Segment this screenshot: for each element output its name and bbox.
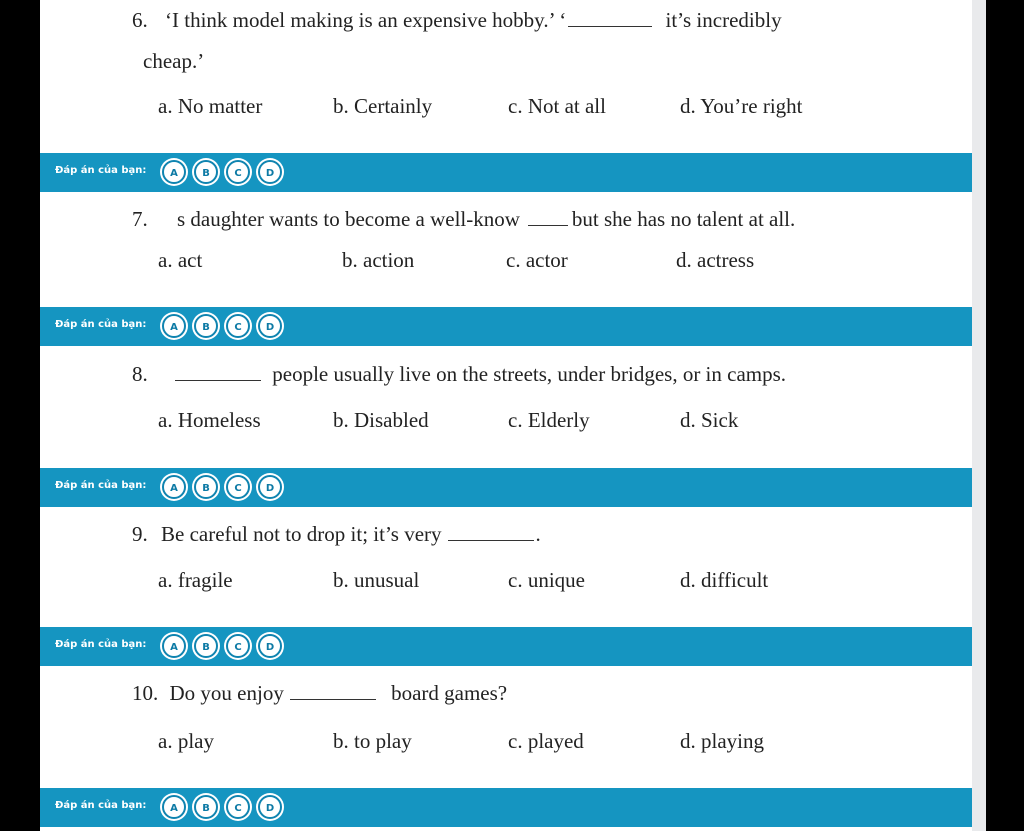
choice-d-button[interactable]: D [258, 795, 282, 819]
answer-blank [568, 25, 652, 27]
question-10 [132, 681, 507, 706]
answer-label: Đáp án của bạn: [55, 319, 147, 330]
option-d: d. playing [680, 729, 764, 753]
option-c: c. actor [506, 248, 568, 272]
question-text-after: people usually live on the streets, under bridges, or in camps. [272, 362, 787, 386]
choice-c-button[interactable]: C [226, 475, 250, 499]
option-b: b. Certainly [333, 94, 433, 118]
choice-c-button[interactable]: C [226, 314, 250, 338]
choice-d-button[interactable]: D [258, 314, 282, 338]
option-d: d. You’re right [680, 94, 803, 118]
choice-b-button[interactable]: B [194, 314, 218, 338]
question-number: 7. [132, 207, 148, 231]
option-d: d. Sick [680, 408, 739, 432]
question-8 [132, 362, 786, 387]
answer-bar-6 [40, 153, 972, 192]
question-text-before: Do you enjoy [169, 681, 284, 705]
option-d: d. actress [676, 248, 755, 272]
question-7 [132, 207, 795, 232]
answer-label: Đáp án của bạn: [55, 800, 147, 811]
choice-b-button[interactable]: B [194, 795, 218, 819]
option-c: c. Elderly [508, 408, 590, 432]
option-a: a. No matter [158, 94, 263, 118]
answer-label: Đáp án của bạn: [55, 165, 147, 176]
question-number: 8. [132, 362, 148, 386]
choice-a-button[interactable]: A [162, 160, 186, 184]
choice-c-button[interactable]: C [226, 160, 250, 184]
choice-c-button[interactable]: C [226, 795, 250, 819]
answer-blank [448, 539, 534, 541]
answer-bar-9 [40, 627, 972, 666]
question-number: 9. [132, 522, 148, 546]
option-c: c. played [508, 729, 584, 753]
question-text-before: ‘I think model making is an expensive hobby.’ ‘ [165, 8, 567, 32]
question-6 [132, 8, 782, 33]
scrollbar-track[interactable] [972, 0, 986, 831]
answer-blank [290, 698, 376, 700]
choice-c-button[interactable]: C [226, 634, 250, 658]
question-text-before: s daughter wants to become a well-know [177, 207, 520, 231]
choice-d-button[interactable]: D [258, 634, 282, 658]
option-a: a. play [158, 729, 214, 753]
question-text-after: but she has no talent at all. [571, 207, 796, 231]
option-c: c. unique [508, 568, 585, 592]
choice-d-button[interactable]: D [258, 160, 282, 184]
option-b: b. Disabled [333, 408, 429, 432]
choice-d-button[interactable]: D [258, 475, 282, 499]
choice-b-button[interactable]: B [194, 634, 218, 658]
choice-b-button[interactable]: B [194, 160, 218, 184]
question-number: 6. [132, 8, 148, 32]
choice-a-button[interactable]: A [162, 634, 186, 658]
question-text-after: . [535, 522, 541, 546]
answer-blank [528, 224, 568, 226]
option-b: b. action [342, 248, 415, 272]
choice-a-button[interactable]: A [162, 314, 186, 338]
choice-a-button[interactable]: A [162, 475, 186, 499]
option-b: b. unusual [333, 568, 420, 592]
question-text-before: Be careful not to drop it; it’s very [161, 522, 442, 546]
option-d: d. difficult [680, 568, 769, 592]
question-9 [132, 522, 541, 547]
question-number: 10. [132, 681, 159, 705]
question-text-after: board games? [391, 681, 508, 705]
option-a: a. fragile [158, 568, 233, 592]
answer-label: Đáp án của bạn: [55, 480, 147, 491]
option-c: c. Not at all [508, 94, 606, 118]
option-a: a. Homeless [158, 408, 261, 432]
answer-blank [175, 379, 261, 381]
answer-label: Đáp án của bạn: [55, 639, 147, 650]
option-a: a. act [158, 248, 203, 272]
option-b: b. to play [333, 729, 412, 753]
question-text-after: it’s incredibly [665, 8, 782, 32]
choice-b-button[interactable]: B [194, 475, 218, 499]
choice-a-button[interactable]: A [162, 795, 186, 819]
question-6-continuation: cheap.’ [143, 49, 205, 73]
answer-bar-7 [40, 307, 972, 346]
answer-bar-8 [40, 468, 972, 507]
answer-bar-10 [40, 788, 972, 827]
